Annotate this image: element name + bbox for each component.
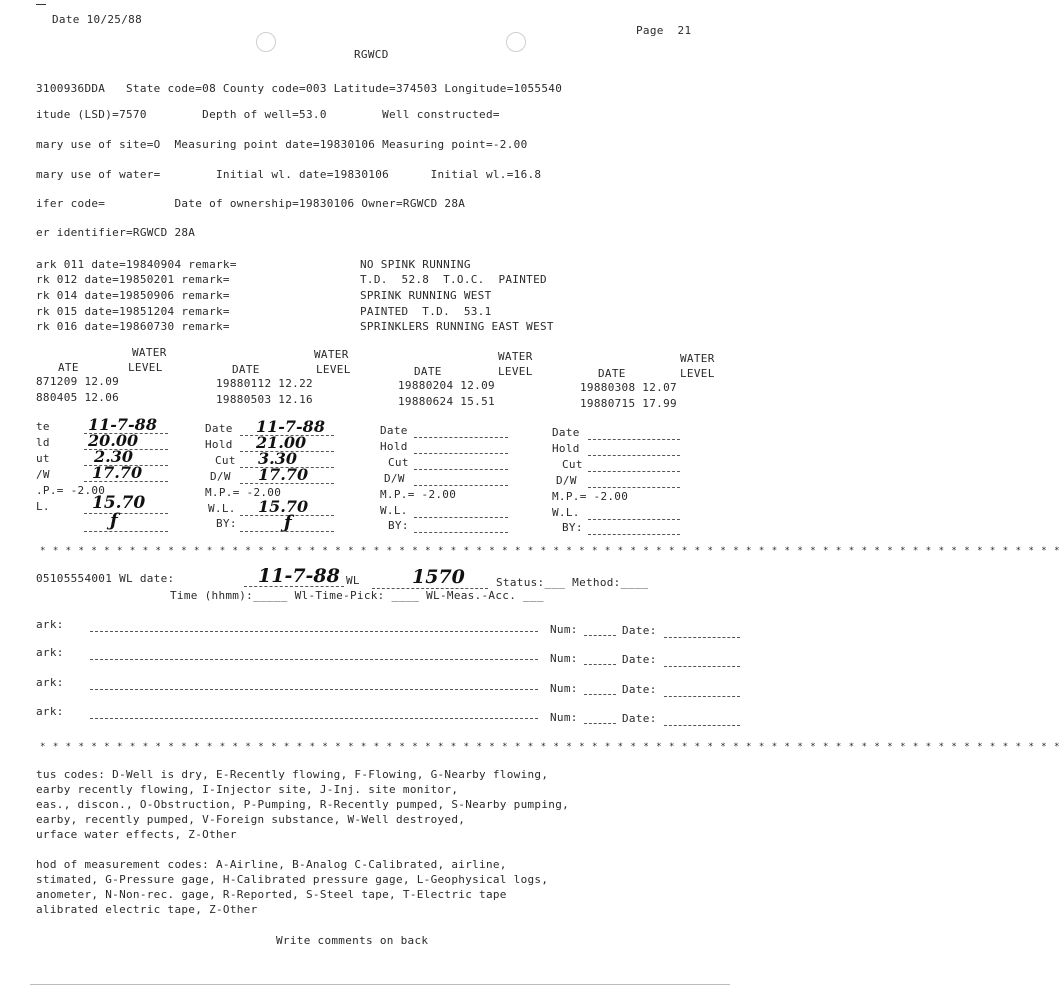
remark-num-input[interactable] — [584, 664, 616, 665]
remark-line-label: ark: — [36, 618, 64, 631]
remark-text: PAINTED T.D. 53.1 — [360, 305, 492, 318]
form1-hold-value: 20.00 — [88, 431, 139, 450]
form4-hold-line[interactable] — [588, 455, 680, 456]
wl-col-water: WATER — [132, 346, 167, 359]
remark-row: ark 011 date=19840904 remark= — [36, 258, 237, 271]
status-codes-line: earby, recently pumped, V-Foreign substance, W-Well destroyed, — [36, 813, 466, 826]
remark-text: NO SPINK RUNNING — [360, 258, 471, 271]
wl-col-level: LEVEL — [316, 363, 351, 376]
wl-col-level: LEVEL — [128, 361, 163, 374]
remark-date-input[interactable] — [664, 666, 740, 667]
punch-hole-left — [256, 32, 276, 52]
remark-line-num: Num: — [550, 623, 578, 636]
form3-date-line[interactable] — [414, 437, 508, 438]
status-codes-line: urface water effects, Z-Other — [36, 828, 237, 841]
form1-wl-value: 15.70 — [92, 493, 146, 513]
remark-line-date: Date: — [622, 653, 657, 666]
form4-label-date: Date — [552, 426, 580, 439]
form3-label-by: BY: — [388, 519, 409, 532]
form1-label-cut: ut — [36, 452, 50, 465]
measurement-wl-date: 11-7-88 — [258, 565, 340, 587]
form4-cut-line[interactable] — [588, 471, 680, 472]
remark-line-date: Date: — [622, 712, 657, 725]
form4-dw-line[interactable] — [588, 487, 680, 488]
form2-label-by: BY: — [216, 517, 237, 530]
form4-label-dw: D/W — [556, 474, 577, 487]
wl-cell: 19880204 12.09 — [398, 379, 495, 392]
remark-text: T.D. 52.8 T.O.C. PAINTED — [360, 273, 547, 286]
method-codes-line: hod of measurement codes: A-Airline, B-Analog C-Calibrated, airline, — [36, 858, 507, 871]
form3-by-line[interactable] — [414, 532, 508, 533]
status-codes-line: earby recently flowing, I-Injector site, J-Inj. site monitor, — [36, 783, 459, 796]
wl-col-water: WATER — [680, 352, 715, 365]
form3-cut-line[interactable] — [414, 469, 508, 470]
top-mark — [36, 4, 46, 5]
bottom-edge — [30, 984, 730, 985]
form4-label-cut: Cut — [562, 458, 583, 471]
form2-label-mp: M.P.= -2.00 — [205, 486, 282, 499]
form2-cut-value: 3.30 — [258, 449, 297, 468]
form3-hold-line[interactable] — [414, 453, 508, 454]
remark-line-input[interactable] — [90, 689, 538, 690]
wl-cell: 19880112 12.22 — [216, 377, 313, 390]
remark-date-input[interactable] — [664, 637, 740, 638]
form3-label-cut: Cut — [388, 456, 409, 469]
method-codes-line: stimated, G-Pressure gage, H-Calibrated pressure gage, L-Geophysical logs, — [36, 873, 549, 886]
form1-dw-line — [84, 481, 168, 482]
form1-label-dw: /W — [36, 468, 50, 481]
measurement-time: Time (hhmm):_____ Wl-Time-Pick: ____ WL-Meas.-Acc. ___ — [170, 589, 544, 602]
wl-date-line[interactable] — [244, 586, 344, 587]
remark-line-label: ark: — [36, 676, 64, 689]
form2-by-initials: ƒ — [284, 512, 292, 533]
form4-by-line[interactable] — [588, 534, 680, 535]
remark-line-num: Num: — [550, 682, 578, 695]
site-line-3: mary use of site=O Measuring point date=19830106 Measuring point=-2.00 — [36, 138, 528, 151]
remark-row: rk 016 date=19860730 remark= — [36, 320, 230, 333]
footer-note: Write comments on back — [276, 934, 429, 947]
wl-col-date: DATE — [414, 365, 442, 378]
form1-wl-line — [84, 513, 168, 514]
wl-col-date: DATE — [598, 367, 626, 380]
form4-wl-line[interactable] — [588, 519, 680, 520]
wl-cell: 871209 12.09 — [36, 375, 120, 388]
wl-cell: 19880308 12.07 — [580, 381, 677, 394]
remark-line-input[interactable] — [90, 718, 538, 719]
remark-line-input[interactable] — [90, 659, 538, 660]
form2-wl-value: 15.70 — [258, 497, 309, 516]
form1-label-hold: ld — [36, 436, 50, 449]
remark-text: SPRINK RUNNING WEST — [360, 289, 492, 302]
wl-cell: 19880503 12.16 — [216, 393, 313, 406]
measurement-status: Status:___ Method:____ — [496, 576, 649, 589]
form4-date-line[interactable] — [588, 439, 680, 440]
form3-label-hold: Hold — [380, 440, 408, 453]
form2-date-value: 11-7-88 — [256, 417, 325, 436]
measurement-wl-label: WL — [346, 574, 360, 587]
wl-cell: 880405 12.06 — [36, 391, 120, 404]
report-date: Date 10/25/88 — [52, 13, 142, 26]
separator-stars: * * * * * * * * * * * * * * * * * * * * * * * * * * * * * * * * * * * * * * * * * * * * * * * * * * * * * * * * * * * * * * * * * * * * * * * * * * * * * * * * — [40, 742, 1061, 752]
method-codes-line: anometer, N-Non-rec. gage, R-Reported, S-Steel tape, T-Electric tape — [36, 888, 507, 901]
remark-line-label: ark: — [36, 705, 64, 718]
form4-label-wl: W.L. — [552, 506, 580, 519]
remark-line-label: ark: — [36, 646, 64, 659]
method-codes-line: alibrated electric tape, Z-Other — [36, 903, 258, 916]
form1-label-date: te — [36, 420, 50, 433]
wl-col-level: LEVEL — [498, 365, 533, 378]
form1-label-wl: L. — [36, 500, 50, 513]
wl-col-date: DATE — [232, 363, 260, 376]
site-line-1: 3100936DDA State code=08 County code=003 Latitude=374503 Longitude=1055540 — [36, 82, 563, 95]
form1-cut-value: 2.30 — [94, 447, 133, 466]
form2-label-cut: Cut — [215, 454, 236, 467]
form3-label-date: Date — [380, 424, 408, 437]
remark-num-input[interactable] — [584, 723, 616, 724]
remark-line-date: Date: — [622, 683, 657, 696]
form2-label-hold: Hold — [205, 438, 233, 451]
status-codes-line: eas., discon., O-Obstruction, P-Pumping, R-Recently pumped, S-Nearby pumping, — [36, 798, 570, 811]
wl-col-level: LEVEL — [680, 367, 715, 380]
remark-row: rk 015 date=19851204 remark= — [36, 305, 230, 318]
form2-dw-line — [240, 483, 334, 484]
form2-hold-value: 21.00 — [256, 433, 307, 452]
form4-label-hold: Hold — [552, 442, 580, 455]
remark-row: rk 012 date=19850201 remark= — [36, 273, 230, 286]
remark-date-input[interactable] — [664, 725, 740, 726]
separator-stars: * * * * * * * * * * * * * * * * * * * * * * * * * * * * * * * * * * * * * * * * * * * * * * * * * * * * * * * * * * * * * * * * * * * * * * * * * * * * * * * * — [40, 546, 1061, 556]
form2-dw-value: 17.70 — [258, 465, 309, 484]
form1-date-value: 11-7-88 — [88, 415, 157, 434]
site-line-5: ifer code= Date of ownership=19830106 Owner=RGWCD 28A — [36, 197, 466, 210]
status-codes-line: tus codes: D-Well is dry, E-Recently flowing, F-Flowing, G-Nearby flowing, — [36, 768, 549, 781]
form2-label-wl: W.L. — [208, 502, 236, 515]
page-number: Page 21 — [636, 24, 692, 37]
measurement-wl-value: 1570 — [412, 566, 465, 588]
form1-by-line — [84, 531, 168, 532]
form1-label-mp: .P.= -2.00 — [36, 484, 106, 497]
form4-label-by: BY: — [562, 521, 583, 534]
punch-hole-right — [506, 32, 526, 52]
remark-line-num: Num: — [550, 652, 578, 665]
wl-col-water: WATER — [498, 350, 533, 363]
wl-col-water: WATER — [314, 348, 349, 361]
site-line-2: itude (LSD)=7570 Depth of well=53.0 Well constructed= — [36, 108, 500, 121]
remark-text: SPRINKLERS RUNNING EAST WEST — [360, 320, 554, 333]
remark-row: rk 014 date=19850906 remark= — [36, 289, 230, 302]
form3-label-dw: D/W — [384, 472, 405, 485]
form2-label-dw: D/W — [210, 470, 231, 483]
form1-dw-value: 17.70 — [92, 463, 143, 482]
remark-line-input[interactable] — [90, 631, 538, 632]
remark-num-input[interactable] — [584, 635, 616, 636]
site-line-4: mary use of water= Initial wl. date=19830106 Initial wl.=16.8 — [36, 168, 542, 181]
site-line-6: er identifier=RGWCD 28A — [36, 226, 196, 239]
wl-col-date: ATE — [58, 361, 79, 374]
form1-by-initials: ƒ — [110, 510, 118, 531]
remark-line-date: Date: — [622, 624, 657, 637]
wl-cell: 19880715 17.99 — [580, 397, 677, 410]
form4-label-mp: M.P.= -2.00 — [552, 490, 629, 503]
form3-label-mp: M.P.= -2.00 — [380, 488, 457, 501]
measurement-site-id: 05105554001 WL date: — [36, 572, 175, 585]
remark-num-input[interactable] — [584, 694, 616, 695]
form2-label-date: Date — [205, 422, 233, 435]
form3-label-wl: W.L. — [380, 504, 408, 517]
form2-by-line — [240, 531, 334, 532]
form3-dw-line[interactable] — [414, 485, 508, 486]
org-name: RGWCD — [354, 48, 389, 61]
remark-date-input[interactable] — [664, 696, 740, 697]
remark-line-num: Num: — [550, 711, 578, 724]
form3-wl-line[interactable] — [414, 517, 508, 518]
wl-cell: 19880624 15.51 — [398, 395, 495, 408]
